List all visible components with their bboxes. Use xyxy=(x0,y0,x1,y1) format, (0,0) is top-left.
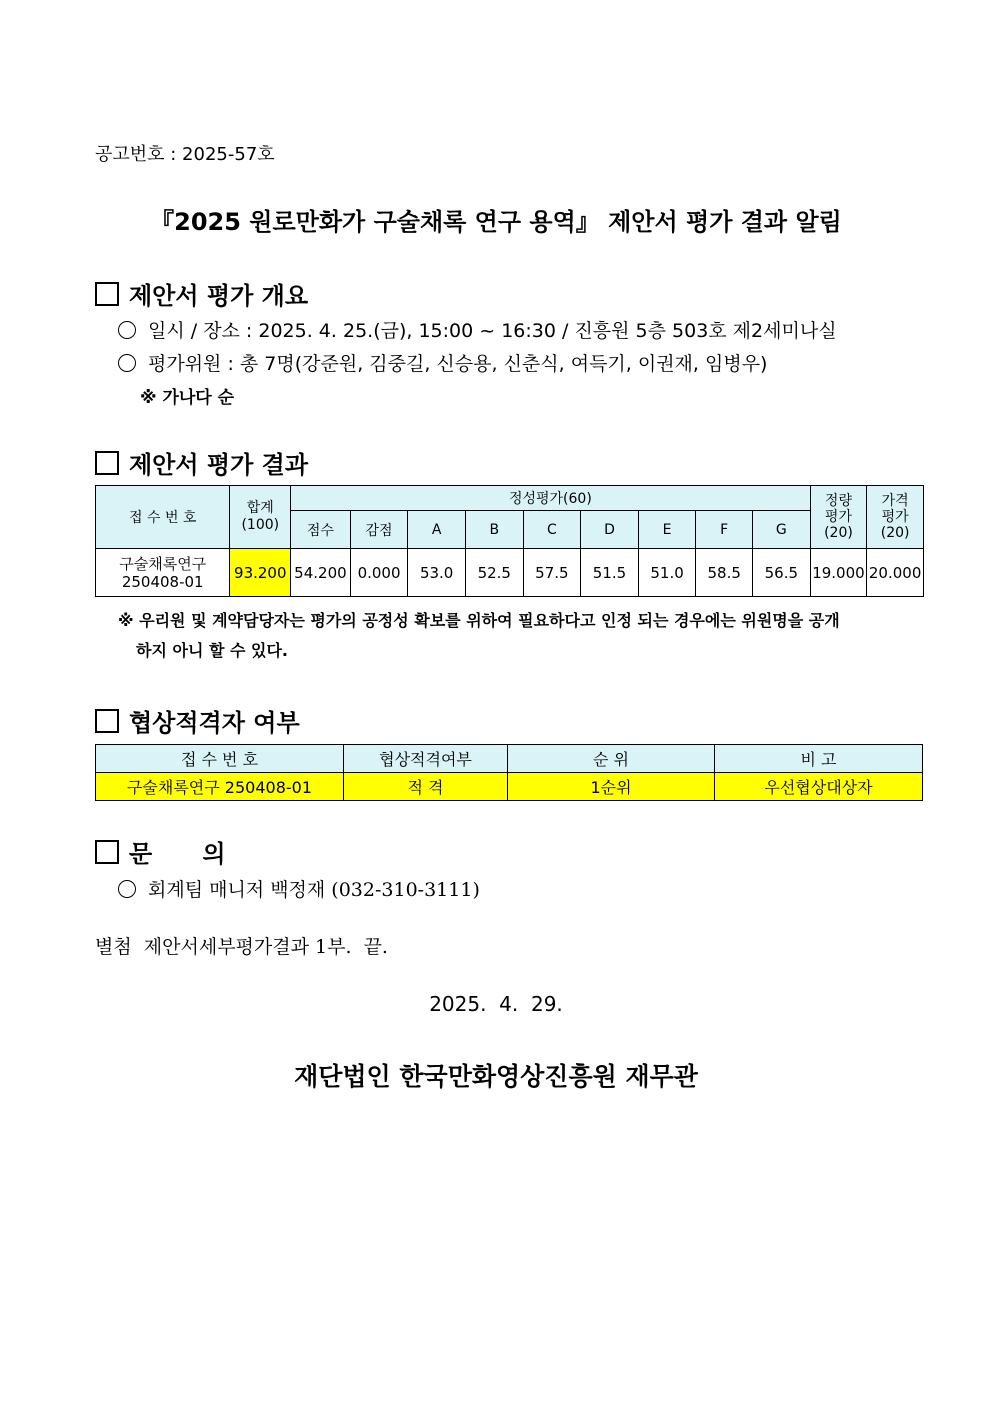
overview-bullet-evaluators xyxy=(118,349,767,376)
organization-name: 재단법인 한국만화영상진흥원 재무관 xyxy=(294,1062,698,1091)
disclosure-note-line1: ※ 우리원 및 계약담당자는 평가의 공정성 확보를 위하여 필요하다고 인정 되는 경우에는 위원명을 공개 xyxy=(118,611,840,630)
section-negotiation-title: 협상적격자 여부 xyxy=(129,709,300,737)
header-rank: 순 위 xyxy=(508,745,715,773)
header-price: 가격 평가 (20) xyxy=(867,486,924,549)
checkbox-square-icon xyxy=(95,282,119,306)
subheader-c: C xyxy=(523,511,581,549)
inquiry-contact: 회계팀 매니저 백정재 (032-310-3111) xyxy=(148,879,480,901)
table-row xyxy=(96,773,923,801)
cell-d: 51.5 xyxy=(581,549,639,597)
header-total: 합계 (100) xyxy=(230,486,291,549)
inquiry-bullet xyxy=(118,875,480,902)
cell-receipt: 구술채록연구 250408-01 xyxy=(96,773,344,801)
cell-remarks: 우선협상대상자 xyxy=(715,773,923,801)
section-negotiation-heading xyxy=(95,703,300,738)
cell-quantitative: 19.000 xyxy=(810,549,867,597)
cell-receipt: 구술채록연구 250408-01 xyxy=(96,549,230,597)
cell-g: 56.5 xyxy=(753,549,811,597)
notice-number: 공고번호 : 2025-57호 xyxy=(95,144,275,165)
subheader-score: 점수 xyxy=(291,511,351,549)
cell-e: 51.0 xyxy=(638,549,696,597)
cell-eligibility: 적 격 xyxy=(344,773,508,801)
disclosure-note-line2: 하지 아니 할 수 있다. xyxy=(136,641,289,660)
cell-total: 93.200 xyxy=(230,549,291,597)
subheader-f: F xyxy=(696,511,753,549)
subheader-a: A xyxy=(408,511,466,549)
cell-a: 53.0 xyxy=(408,549,466,597)
section-result-heading xyxy=(95,445,308,480)
header-receipt-number: 접 수 번 호 xyxy=(96,486,230,549)
schedule-text: 일시 / 장소 : 2025. 4. 25.(금), 15:00 ~ 16:30 / 진흥원 5층 503호 제2세미나실 xyxy=(148,320,837,342)
header-receipt-number: 접 수 번 호 xyxy=(96,745,344,773)
subheader-b: B xyxy=(465,511,523,549)
subheader-g: G xyxy=(753,511,811,549)
checkbox-square-icon xyxy=(95,451,119,475)
header-qualitative: 정성평가(60) xyxy=(291,486,811,511)
cell-f: 58.5 xyxy=(696,549,753,597)
section-inquiry-heading xyxy=(95,834,226,869)
evaluators-text: 평가위원 : 총 7명(강준원, 김중길, 신승용, 신춘식, 여득기, 이권재, 임병우) xyxy=(148,353,768,375)
subheader-deduction: 감점 xyxy=(350,511,408,549)
evaluators-note: ※ 가나다 순 xyxy=(140,388,235,408)
cell-score: 54.200 xyxy=(291,549,351,597)
document-date: 2025. 4. 29. xyxy=(429,992,563,1016)
section-overview-title: 제안서 평가 개요 xyxy=(129,282,308,310)
overview-bullet-schedule xyxy=(118,316,837,343)
checkbox-square-icon xyxy=(95,709,119,733)
circle-bullet-icon xyxy=(118,880,136,898)
circle-bullet-icon xyxy=(118,354,136,372)
evaluation-result-table xyxy=(95,485,924,597)
subheader-d: D xyxy=(581,511,639,549)
cell-b: 52.5 xyxy=(465,549,523,597)
cell-price: 20.000 xyxy=(867,549,924,597)
attachment-line: 별첨 제안서세부평가결과 1부. 끝. xyxy=(95,936,388,958)
subheader-e: E xyxy=(638,511,696,549)
section-overview-heading xyxy=(95,276,308,311)
section-inquiry-title: 문 의 xyxy=(129,840,226,868)
header-eligibility: 협상적격여부 xyxy=(344,745,508,773)
circle-bullet-icon xyxy=(118,321,136,339)
page-title: 『2025 원로만화가 구술채록 연구 용역』 제안서 평가 결과 알림 xyxy=(150,208,842,236)
section-result-title: 제안서 평가 결과 xyxy=(129,451,308,479)
cell-rank: 1순위 xyxy=(508,773,715,801)
header-remarks: 비 고 xyxy=(715,745,923,773)
negotiation-table xyxy=(95,744,923,801)
table-row xyxy=(96,549,924,597)
cell-deduction: 0.000 xyxy=(350,549,408,597)
header-quantitative: 정량 평가 (20) xyxy=(810,486,867,549)
checkbox-square-icon xyxy=(95,840,119,864)
cell-c: 57.5 xyxy=(523,549,581,597)
